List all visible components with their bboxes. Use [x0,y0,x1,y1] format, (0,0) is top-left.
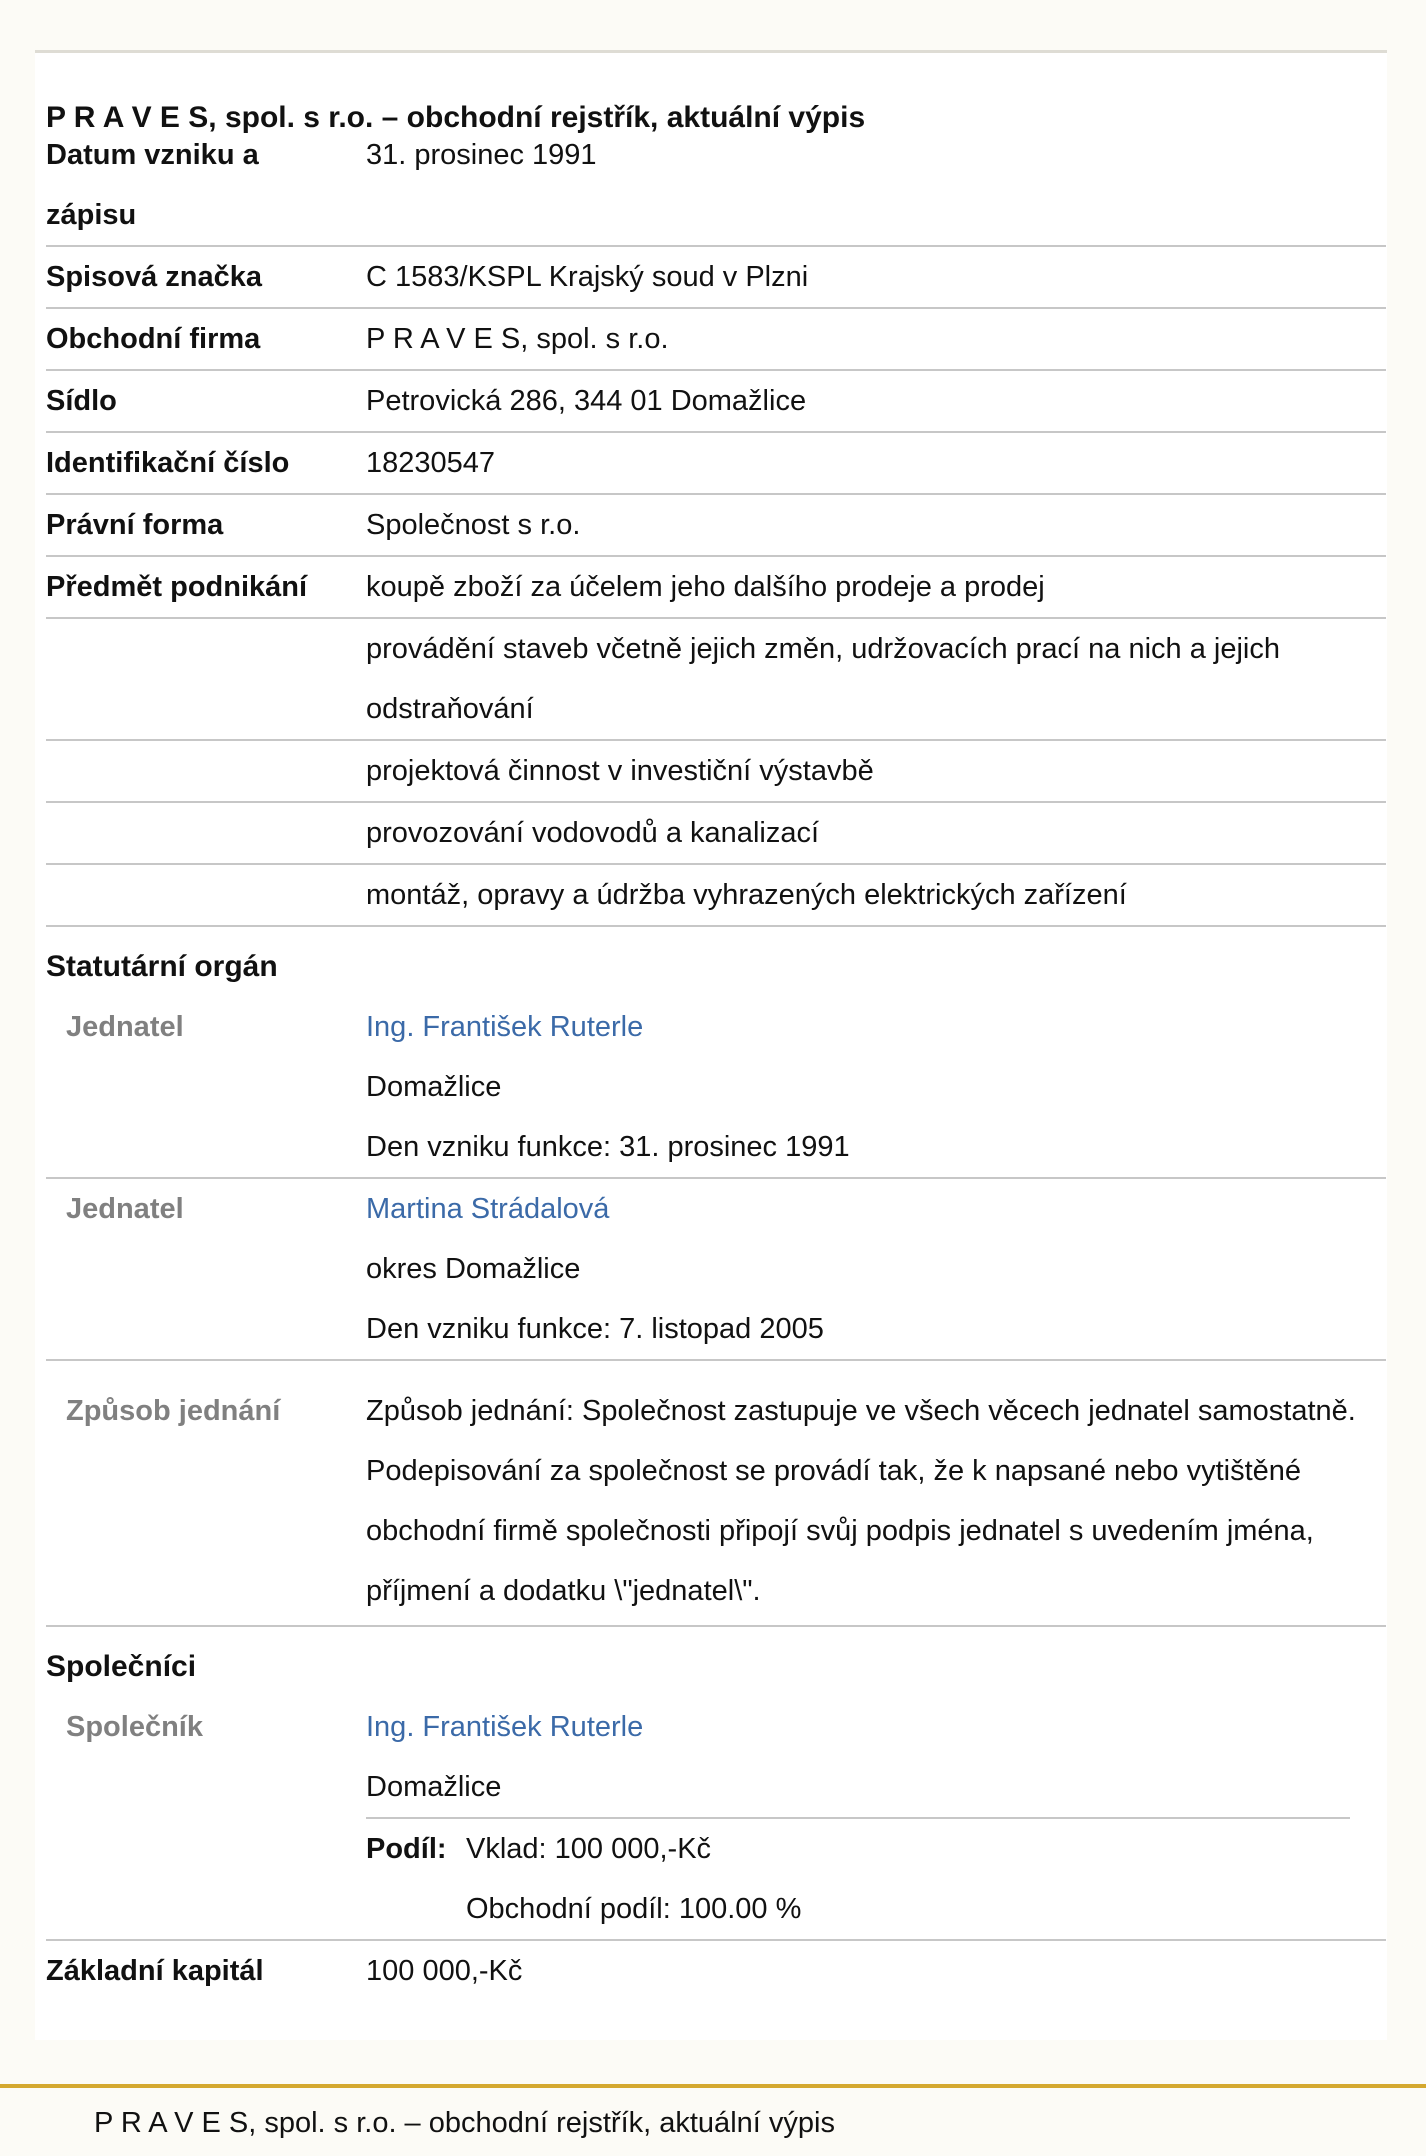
row-spisova-znacka [46,247,1386,309]
row-predmet-podnikani [46,557,1386,619]
row-predmet-item [46,803,1386,865]
row-value: C 1583/KSPL Krajský soud v Plzni [366,261,809,293]
person-link[interactable]: Ing. František Ruterle [366,1011,644,1043]
row-value: 31. prosinec 1991 [366,139,597,171]
row-value: Společnost s r.o. [366,509,581,541]
page-title: P R A V E S, spol. s r.o. – obchodní rejstřík, aktuální výpis [46,101,866,134]
share-label: Podíl: [366,1833,447,1865]
function-since: Den vzniku funkce: 31. prosinec 1991 [366,1131,850,1163]
row-value: Petrovická 286, 344 01 Domažlice [366,385,807,417]
business-activity: provozování vodovodů a kanalizací [366,817,820,849]
row-predmet-item [46,865,1386,927]
row-predmet-item [46,741,1386,803]
business-activity: montáž, opravy a údržba vyhrazených elektrických zařízení [366,879,1127,911]
register-extract [46,53,1386,2001]
row-label: Spisová značka [46,261,262,293]
business-activity: provádění staveb včetně jejich změn, udržovacích prací na nich a jejich odstraňování [366,633,1280,725]
row-value: 18230547 [366,447,496,479]
person-link[interactable]: Ing. František Ruterle [366,1711,644,1743]
row-jednatel [46,997,1386,1179]
share-table [366,1817,1350,1939]
row-datum-vzniku [46,125,1386,247]
person-link[interactable]: Martina Strádalová [366,1193,610,1225]
row-pravni-forma [46,495,1386,557]
row-value: P R A V E S, spol. s r.o. [366,323,669,355]
person-place: Domažlice [366,1771,502,1803]
row-label: Základní kapitál [46,1955,264,1987]
share-deposit: Vklad: 100 000,-Kč [466,1833,712,1865]
person-place: Domažlice [366,1071,502,1103]
row-label: Identifikační číslo [46,447,290,479]
business-activity: koupě zboží za účelem jeho dalšího prodeje a prodej [366,571,1045,603]
role-label: Jednatel [66,1193,184,1225]
section-heading-statutarni: Statutární orgán [46,950,278,983]
row-predmet-item [46,619,1386,741]
row-ico [46,433,1386,495]
row-zpusob-jednani [46,1361,1386,1627]
footer-title: P R A V E S, spol. s r.o. – obchodní rejstřík, aktuální výpis [94,2107,835,2139]
row-value: 100 000,-Kč [366,1955,523,1987]
row-zakladni-kapital [46,1941,1386,2001]
row-label: Datum vzniku a zápisu [46,139,259,231]
share-percentage: Obchodní podíl: 100.00 % [466,1893,802,1925]
footer [0,2088,1426,2156]
row-jednatel [46,1179,1386,1361]
section-heading-spolecnici: Společníci [46,1650,197,1683]
row-label: Obchodní firma [46,323,261,355]
row-spolecnik [46,1697,1386,1941]
role-label: Způsob jednání [66,1395,281,1427]
row-label: Sídlo [46,385,117,417]
role-label: Jednatel [66,1011,184,1043]
function-since: Den vzniku funkce: 7. listopad 2005 [366,1313,824,1345]
person-place: okres Domažlice [366,1253,581,1285]
row-obchodni-firma [46,309,1386,371]
business-activity: projektová činnost v investiční výstavbě [366,755,874,787]
row-label: Právní forma [46,509,224,541]
acting-method-text: Způsob jednání: Společnost zastupuje ve všech věcech jednatel samostatně. Podepisování za společnost se provádí tak, že k napsané nebo vytištěné obchodní firmě společnosti připojí svůj podpis jednatel s uvedením jména, příjmení a dodatku \"jednatel\". [366,1395,1356,1607]
row-label: Předmět podnikání [46,571,308,603]
row-sidlo [46,371,1386,433]
role-label: Společník [66,1711,203,1743]
